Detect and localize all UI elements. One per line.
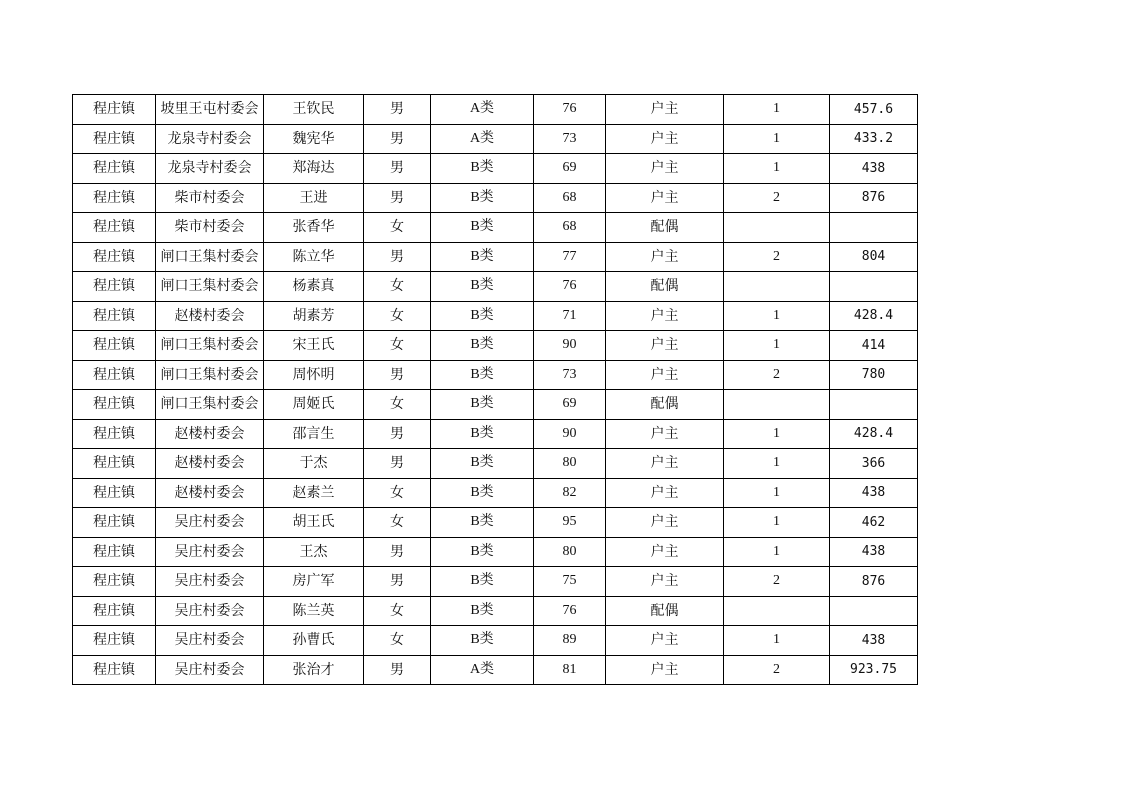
category-cell: B类 bbox=[431, 478, 534, 508]
age-cell: 73 bbox=[534, 124, 606, 154]
table-row bbox=[73, 124, 918, 154]
village-cell: 吴庄村委会 bbox=[156, 567, 264, 597]
age-cell: 76 bbox=[534, 596, 606, 626]
relation-cell: 户主 bbox=[606, 154, 724, 184]
name-cell: 房广军 bbox=[264, 567, 364, 597]
amount-cell: 457.6 bbox=[830, 95, 918, 125]
village-cell: 赵楼村委会 bbox=[156, 449, 264, 479]
amount-cell bbox=[830, 272, 918, 302]
category-cell: B类 bbox=[431, 596, 534, 626]
name-cell: 赵素兰 bbox=[264, 478, 364, 508]
village-cell: 闸口王集村委会 bbox=[156, 272, 264, 302]
table-row bbox=[73, 183, 918, 213]
table-row bbox=[73, 567, 918, 597]
town-cell: 程庄镇 bbox=[73, 154, 156, 184]
category-cell: A类 bbox=[431, 124, 534, 154]
category-cell: B类 bbox=[431, 360, 534, 390]
village-cell: 闸口王集村委会 bbox=[156, 242, 264, 272]
count-cell: 2 bbox=[724, 242, 830, 272]
village-cell: 吴庄村委会 bbox=[156, 626, 264, 656]
table-row bbox=[73, 655, 918, 685]
village-cell: 闸口王集村委会 bbox=[156, 360, 264, 390]
relation-cell: 户主 bbox=[606, 478, 724, 508]
relation-cell: 配偶 bbox=[606, 213, 724, 243]
amount-cell: 438 bbox=[830, 154, 918, 184]
table-row bbox=[73, 537, 918, 567]
amount-cell: 438 bbox=[830, 537, 918, 567]
relation-cell: 配偶 bbox=[606, 596, 724, 626]
category-cell: B类 bbox=[431, 537, 534, 567]
name-cell: 陈立华 bbox=[264, 242, 364, 272]
relation-cell: 户主 bbox=[606, 626, 724, 656]
count-cell: 1 bbox=[724, 301, 830, 331]
age-cell: 81 bbox=[534, 655, 606, 685]
table-row bbox=[73, 390, 918, 420]
amount-cell: 780 bbox=[830, 360, 918, 390]
gender-cell: 女 bbox=[364, 272, 431, 302]
gender-cell: 女 bbox=[364, 301, 431, 331]
name-cell: 王钦民 bbox=[264, 95, 364, 125]
age-cell: 75 bbox=[534, 567, 606, 597]
town-cell: 程庄镇 bbox=[73, 449, 156, 479]
age-cell: 69 bbox=[534, 154, 606, 184]
table-row bbox=[73, 154, 918, 184]
category-cell: B类 bbox=[431, 183, 534, 213]
table-row bbox=[73, 242, 918, 272]
category-cell: B类 bbox=[431, 272, 534, 302]
amount-cell: 876 bbox=[830, 567, 918, 597]
amount-cell bbox=[830, 213, 918, 243]
count-cell: 1 bbox=[724, 449, 830, 479]
town-cell: 程庄镇 bbox=[73, 331, 156, 361]
name-cell: 张香华 bbox=[264, 213, 364, 243]
relation-cell: 户主 bbox=[606, 360, 724, 390]
village-cell: 吴庄村委会 bbox=[156, 508, 264, 538]
village-cell: 闸口王集村委会 bbox=[156, 331, 264, 361]
town-cell: 程庄镇 bbox=[73, 655, 156, 685]
relation-cell: 配偶 bbox=[606, 390, 724, 420]
age-cell: 77 bbox=[534, 242, 606, 272]
gender-cell: 男 bbox=[364, 183, 431, 213]
table-row bbox=[73, 272, 918, 302]
relation-cell: 户主 bbox=[606, 183, 724, 213]
category-cell: B类 bbox=[431, 419, 534, 449]
count-cell bbox=[724, 596, 830, 626]
town-cell: 程庄镇 bbox=[73, 360, 156, 390]
age-cell: 80 bbox=[534, 449, 606, 479]
amount-cell: 428.4 bbox=[830, 301, 918, 331]
category-cell: B类 bbox=[431, 508, 534, 538]
gender-cell: 男 bbox=[364, 242, 431, 272]
category-cell: B类 bbox=[431, 154, 534, 184]
relation-cell: 户主 bbox=[606, 655, 724, 685]
category-cell: A类 bbox=[431, 95, 534, 125]
town-cell: 程庄镇 bbox=[73, 390, 156, 420]
table-row bbox=[73, 301, 918, 331]
age-cell: 76 bbox=[534, 272, 606, 302]
village-cell: 赵楼村委会 bbox=[156, 478, 264, 508]
town-cell: 程庄镇 bbox=[73, 478, 156, 508]
town-cell: 程庄镇 bbox=[73, 124, 156, 154]
table-row bbox=[73, 508, 918, 538]
relation-cell: 户主 bbox=[606, 301, 724, 331]
gender-cell: 女 bbox=[364, 331, 431, 361]
name-cell: 胡王氏 bbox=[264, 508, 364, 538]
category-cell: B类 bbox=[431, 301, 534, 331]
town-cell: 程庄镇 bbox=[73, 213, 156, 243]
amount-cell: 414 bbox=[830, 331, 918, 361]
village-cell: 龙泉寺村委会 bbox=[156, 124, 264, 154]
name-cell: 王杰 bbox=[264, 537, 364, 567]
name-cell: 宋王氏 bbox=[264, 331, 364, 361]
town-cell: 程庄镇 bbox=[73, 419, 156, 449]
village-cell: 吴庄村委会 bbox=[156, 537, 264, 567]
town-cell: 程庄镇 bbox=[73, 596, 156, 626]
age-cell: 73 bbox=[534, 360, 606, 390]
gender-cell: 女 bbox=[364, 626, 431, 656]
amount-cell bbox=[830, 390, 918, 420]
gender-cell: 男 bbox=[364, 419, 431, 449]
relation-cell: 户主 bbox=[606, 567, 724, 597]
name-cell: 胡素芳 bbox=[264, 301, 364, 331]
age-cell: 82 bbox=[534, 478, 606, 508]
relation-cell: 户主 bbox=[606, 124, 724, 154]
town-cell: 程庄镇 bbox=[73, 567, 156, 597]
age-cell: 69 bbox=[534, 390, 606, 420]
age-cell: 76 bbox=[534, 95, 606, 125]
count-cell: 1 bbox=[724, 95, 830, 125]
age-cell: 71 bbox=[534, 301, 606, 331]
category-cell: A类 bbox=[431, 655, 534, 685]
village-cell: 坡里王屯村委会 bbox=[156, 95, 264, 125]
name-cell: 陈兰英 bbox=[264, 596, 364, 626]
amount-cell: 438 bbox=[830, 626, 918, 656]
category-cell: B类 bbox=[431, 567, 534, 597]
table-row bbox=[73, 419, 918, 449]
gender-cell: 男 bbox=[364, 124, 431, 154]
relation-cell: 户主 bbox=[606, 537, 724, 567]
name-cell: 周姬氏 bbox=[264, 390, 364, 420]
category-cell: B类 bbox=[431, 331, 534, 361]
relation-cell: 户主 bbox=[606, 419, 724, 449]
table-row bbox=[73, 95, 918, 125]
category-cell: B类 bbox=[431, 626, 534, 656]
relation-cell: 户主 bbox=[606, 331, 724, 361]
count-cell: 2 bbox=[724, 655, 830, 685]
amount-cell: 433.2 bbox=[830, 124, 918, 154]
name-cell: 郑海达 bbox=[264, 154, 364, 184]
age-cell: 68 bbox=[534, 213, 606, 243]
count-cell: 1 bbox=[724, 154, 830, 184]
amount-cell: 923.75 bbox=[830, 655, 918, 685]
village-cell: 吴庄村委会 bbox=[156, 655, 264, 685]
gender-cell: 女 bbox=[364, 508, 431, 538]
town-cell: 程庄镇 bbox=[73, 183, 156, 213]
count-cell: 1 bbox=[724, 626, 830, 656]
count-cell: 1 bbox=[724, 537, 830, 567]
table-row bbox=[73, 449, 918, 479]
name-cell: 魏宪华 bbox=[264, 124, 364, 154]
age-cell: 90 bbox=[534, 419, 606, 449]
name-cell: 王进 bbox=[264, 183, 364, 213]
count-cell: 1 bbox=[724, 508, 830, 538]
town-cell: 程庄镇 bbox=[73, 95, 156, 125]
amount-cell: 804 bbox=[830, 242, 918, 272]
gender-cell: 女 bbox=[364, 390, 431, 420]
village-cell: 柴市村委会 bbox=[156, 183, 264, 213]
category-cell: B类 bbox=[431, 390, 534, 420]
records-table bbox=[72, 94, 918, 685]
gender-cell: 男 bbox=[364, 655, 431, 685]
category-cell: B类 bbox=[431, 449, 534, 479]
town-cell: 程庄镇 bbox=[73, 301, 156, 331]
gender-cell: 男 bbox=[364, 449, 431, 479]
category-cell: B类 bbox=[431, 213, 534, 243]
table-row bbox=[73, 331, 918, 361]
table-row bbox=[73, 596, 918, 626]
count-cell bbox=[724, 390, 830, 420]
relation-cell: 户主 bbox=[606, 449, 724, 479]
relation-cell: 户主 bbox=[606, 508, 724, 538]
town-cell: 程庄镇 bbox=[73, 508, 156, 538]
relation-cell: 户主 bbox=[606, 242, 724, 272]
count-cell: 1 bbox=[724, 331, 830, 361]
table-body bbox=[73, 95, 918, 685]
age-cell: 95 bbox=[534, 508, 606, 538]
gender-cell: 女 bbox=[364, 213, 431, 243]
town-cell: 程庄镇 bbox=[73, 626, 156, 656]
village-cell: 闸口王集村委会 bbox=[156, 390, 264, 420]
count-cell bbox=[724, 213, 830, 243]
amount-cell bbox=[830, 596, 918, 626]
count-cell: 1 bbox=[724, 478, 830, 508]
table-row bbox=[73, 360, 918, 390]
town-cell: 程庄镇 bbox=[73, 242, 156, 272]
age-cell: 89 bbox=[534, 626, 606, 656]
name-cell: 邵言生 bbox=[264, 419, 364, 449]
town-cell: 程庄镇 bbox=[73, 272, 156, 302]
name-cell: 孙曹氏 bbox=[264, 626, 364, 656]
village-cell: 吴庄村委会 bbox=[156, 596, 264, 626]
table-row bbox=[73, 213, 918, 243]
age-cell: 80 bbox=[534, 537, 606, 567]
village-cell: 赵楼村委会 bbox=[156, 419, 264, 449]
age-cell: 68 bbox=[534, 183, 606, 213]
count-cell: 2 bbox=[724, 360, 830, 390]
category-cell: B类 bbox=[431, 242, 534, 272]
gender-cell: 女 bbox=[364, 596, 431, 626]
gender-cell: 男 bbox=[364, 360, 431, 390]
village-cell: 赵楼村委会 bbox=[156, 301, 264, 331]
count-cell: 1 bbox=[724, 124, 830, 154]
amount-cell: 438 bbox=[830, 478, 918, 508]
age-cell: 90 bbox=[534, 331, 606, 361]
table-row bbox=[73, 478, 918, 508]
relation-cell: 配偶 bbox=[606, 272, 724, 302]
village-cell: 龙泉寺村委会 bbox=[156, 154, 264, 184]
count-cell: 2 bbox=[724, 567, 830, 597]
count-cell: 2 bbox=[724, 183, 830, 213]
gender-cell: 女 bbox=[364, 478, 431, 508]
gender-cell: 男 bbox=[364, 154, 431, 184]
count-cell: 1 bbox=[724, 419, 830, 449]
name-cell: 张治才 bbox=[264, 655, 364, 685]
name-cell: 杨素真 bbox=[264, 272, 364, 302]
village-cell: 柴市村委会 bbox=[156, 213, 264, 243]
gender-cell: 男 bbox=[364, 537, 431, 567]
table-row bbox=[73, 626, 918, 656]
gender-cell: 男 bbox=[364, 95, 431, 125]
town-cell: 程庄镇 bbox=[73, 537, 156, 567]
name-cell: 周怀明 bbox=[264, 360, 364, 390]
name-cell: 于杰 bbox=[264, 449, 364, 479]
gender-cell: 男 bbox=[364, 567, 431, 597]
amount-cell: 462 bbox=[830, 508, 918, 538]
amount-cell: 428.4 bbox=[830, 419, 918, 449]
relation-cell: 户主 bbox=[606, 95, 724, 125]
amount-cell: 366 bbox=[830, 449, 918, 479]
amount-cell: 876 bbox=[830, 183, 918, 213]
count-cell bbox=[724, 272, 830, 302]
